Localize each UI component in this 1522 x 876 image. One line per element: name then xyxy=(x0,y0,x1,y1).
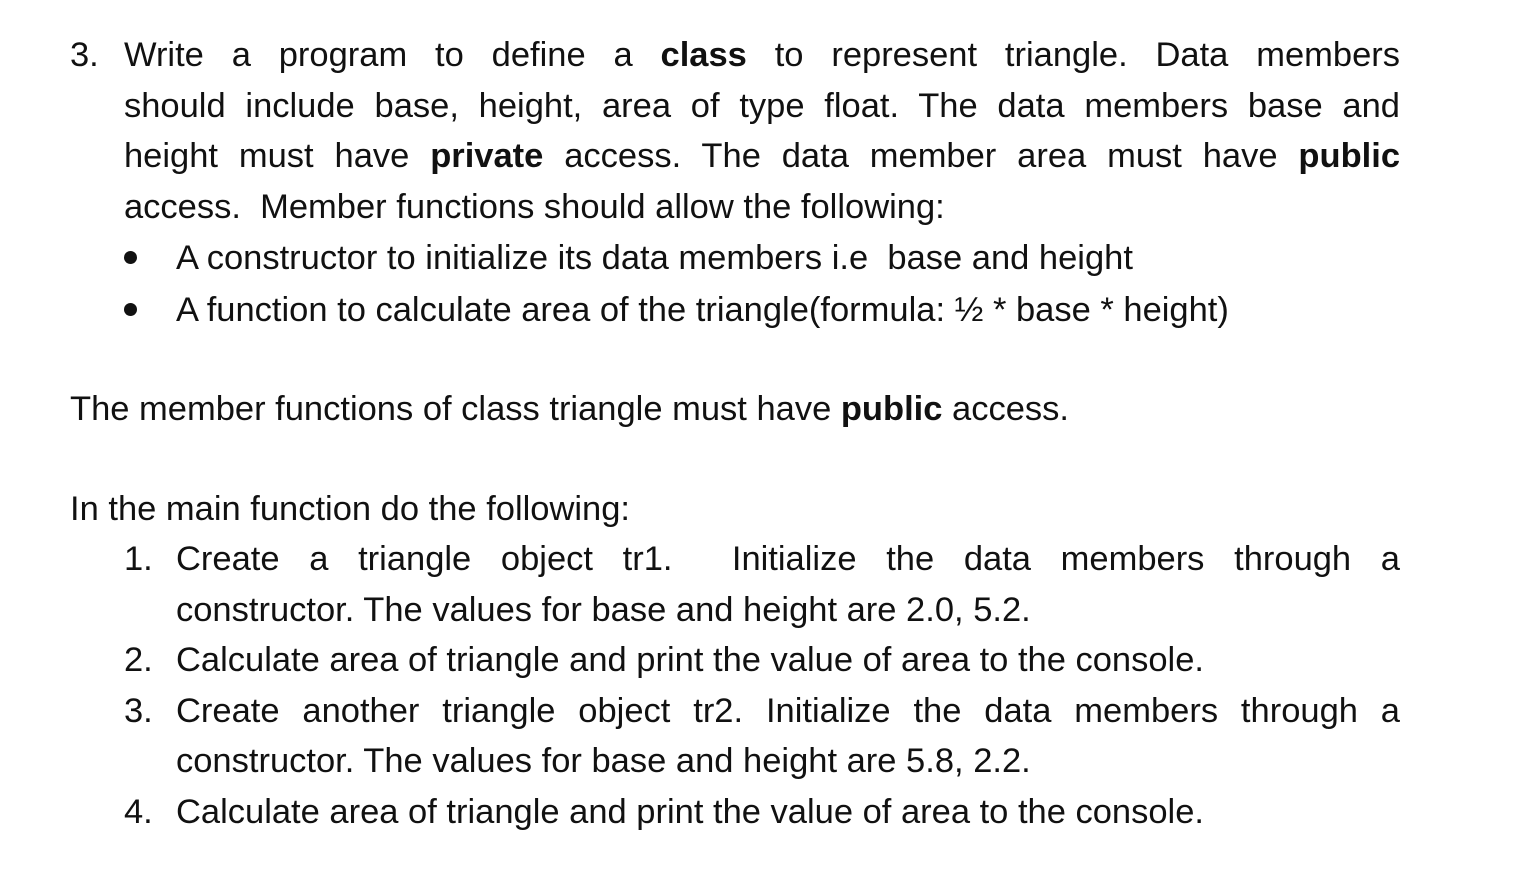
keyword-class: class xyxy=(660,36,747,74)
step-number: 3. xyxy=(124,691,153,730)
list-item xyxy=(70,534,1400,635)
step-text: constructor. The values for base and height are 2.0, 5.2. xyxy=(176,590,1031,629)
question-text: Write a program to define a xyxy=(124,36,661,74)
keyword-private: private xyxy=(430,137,544,175)
list-item xyxy=(124,284,1400,336)
question-block xyxy=(70,30,1400,336)
main-section xyxy=(70,484,1400,838)
question-line-4: access. Member functions should allow the following: xyxy=(124,187,945,226)
bullet-icon xyxy=(124,251,137,264)
document-page xyxy=(70,30,1400,837)
question-line-3 xyxy=(124,131,1400,182)
bullet-text: A function to calculate area of the triangle(formula: ½ * base * height) xyxy=(176,291,1229,329)
step-list xyxy=(70,534,1400,837)
step-text: constructor. The values for base and height are 5.8, 2.2. xyxy=(176,742,1031,780)
keyword-public: public xyxy=(840,390,943,428)
main-intro: In the main function do the following: xyxy=(70,489,631,528)
step-number: 4. xyxy=(124,792,153,831)
note-text: access. xyxy=(942,390,1069,428)
list-item xyxy=(124,232,1400,284)
question-number: 3. xyxy=(70,36,99,74)
step-text: Create another triangle object tr2. Initialize the data members through a xyxy=(176,691,1400,730)
question-text: height must have xyxy=(124,137,431,175)
access-note xyxy=(70,384,1400,435)
member-function-list xyxy=(124,232,1400,336)
question-text: access. The data member area must have xyxy=(543,137,1299,175)
step-text: Create a triangle object tr1. Initialize the data members through a xyxy=(176,540,1400,578)
list-item xyxy=(70,686,1400,787)
step-text: Calculate area of triangle and print the value of area to the console. xyxy=(176,792,1204,831)
list-item xyxy=(70,635,1400,686)
bullet-icon xyxy=(124,303,137,316)
question-text: to represent triangle. Data members xyxy=(746,36,1400,74)
question-line-2: should include base, height, area of type float. The data members base and xyxy=(124,86,1400,125)
question-line-1 xyxy=(124,30,1400,81)
bullet-text: A constructor to initialize its data members i.e base and height xyxy=(176,239,1133,277)
step-number: 2. xyxy=(124,641,153,679)
keyword-public: public xyxy=(1298,137,1401,175)
step-text: Calculate area of triangle and print the value of area to the console. xyxy=(176,641,1204,679)
list-item xyxy=(70,787,1400,838)
step-number: 1. xyxy=(124,540,153,578)
note-text: The member functions of class triangle must have xyxy=(70,390,841,428)
